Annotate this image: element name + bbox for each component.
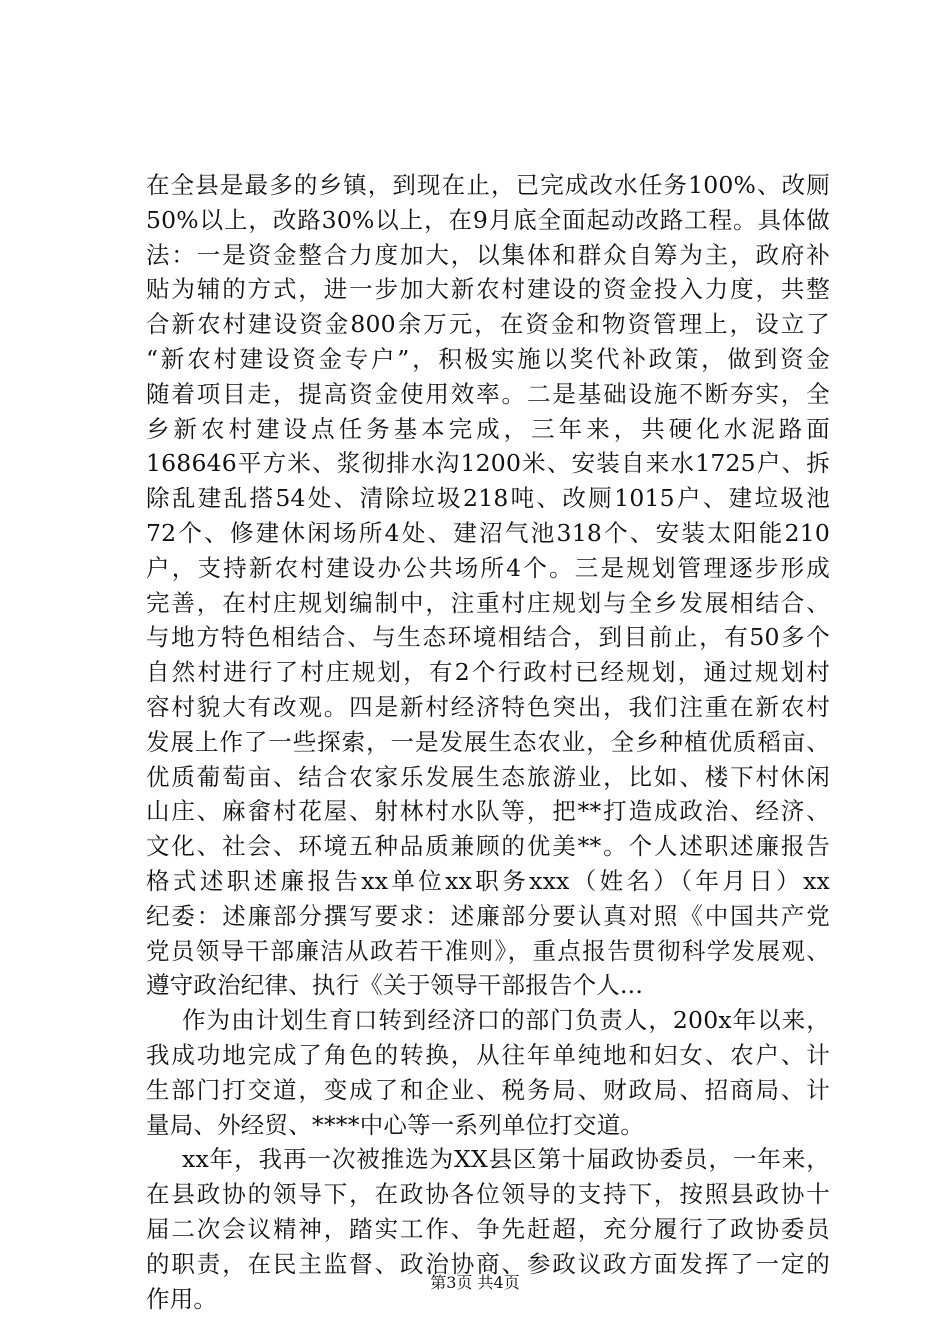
- paragraph: [146, 168, 830, 1003]
- text-line: 贴为辅的方式，进一步加大新农村建设的资金投入力度，共整: [146, 275, 830, 304]
- text-line: 届二次会议精神，踏实工作、争先赶超，充分履行了政协委员: [146, 1214, 830, 1243]
- text-line: 纪委：述廉部分撰写要求：述廉部分要认真对照《中国共产党: [146, 901, 830, 930]
- text-line: 优质葡萄亩、结合农家乐发展生态旅游业，比如、楼下村休闲: [146, 762, 830, 791]
- text-line: 自然村进行了村庄规划，有2个行政村已经规划，通过规划村: [146, 658, 830, 687]
- text-line: 发展上作了一些探索，一是发展生态农业，全乡种植优质稻亩、: [146, 727, 830, 756]
- text-line: 山庄、麻畲村花屋、射林村水队等，把**打造成政治、经济、: [146, 797, 830, 826]
- text-line: 格式述职述廉报告xx单位xx职务xxx（姓名）（年月日）xx: [146, 866, 830, 895]
- text-line: 合新农村建设资金800余万元，在资金和物资管理上，设立了: [146, 310, 830, 339]
- text-line: 党员领导干部廉洁从政若干准则》，重点报告贯彻科学发展观、: [146, 936, 830, 965]
- text-line: 168646平方米、浆彻排水沟1200米、安装自来水1725户、拆: [146, 449, 830, 478]
- text-line: 法：一是资金整合力度加大，以集体和群众自筹为主，政府补: [146, 240, 830, 269]
- paragraph: [146, 1003, 830, 1142]
- text-line: 作为由计划生育口转到经济口的部门负责人，200x年以来，: [182, 1006, 830, 1035]
- text-line: 与地方特色相结合、与生态环境相结合，到目前止，有50多个: [146, 623, 830, 652]
- text-line: “新农村建设资金专户”，积极实施以奖代补政策，做到资金: [146, 344, 830, 373]
- text-line: 在县政协的领导下，在政协各位领导的支持下，按照县政协十: [146, 1180, 830, 1209]
- text-line: 量局、外经贸、****中心等一系列单位打交道。: [146, 1110, 645, 1139]
- text-line: 在全县是最多的乡镇，到现在止，已完成改水任务100%、改厕: [146, 171, 830, 199]
- text-line: 户，支持新农村建设办公共场所4个。三是规划管理逐步形成: [146, 553, 830, 582]
- text-line: 乡新农村建设点任务基本完成，三年来，共硬化水泥路面: [146, 414, 830, 443]
- text-line: 50%以上，改路30%以上，在9月底全面起动改路工程。具体做: [146, 205, 830, 234]
- text-line: 作用。: [146, 1284, 218, 1313]
- text-line: 容村貌大有改观。四是新村经济特色突出，我们注重在新农村: [146, 692, 830, 721]
- document-body: [146, 168, 830, 1316]
- text-line: 除乱建乱搭54处、清除垃圾218吨、改厕1015户、建垃圾池: [146, 484, 830, 513]
- page-footer: 第3页 共4页: [430, 1273, 520, 1292]
- text-line: 遵守政治纪律、执行《关于领导干部报告个人...: [146, 971, 644, 1000]
- text-line: 完善，在村庄规划编制中，注重村庄规划与全乡发展相结合、: [146, 588, 830, 617]
- text-line: xx年，我再一次被推选为XX县区第十届政协委员，一年来，: [182, 1145, 830, 1174]
- text-line: 文化、社会、环境五种品质兼顾的优美**。个人述职述廉报告: [146, 832, 830, 861]
- text-line: 72个、修建休闲场所4处、建沼气池318个、安装太阳能210: [146, 518, 830, 547]
- text-line: 生部门打交道，变成了和企业、税务局、财政局、招商局、计: [146, 1075, 830, 1104]
- text-line: 的职责，在民主监督、政治协商、参政议政方面发挥了一定的: [146, 1249, 830, 1278]
- text-line: 随着项目走，提高资金使用效率。二是基础设施不断夯实，全: [146, 379, 830, 408]
- text-line: 我成功地完成了角色的转换，从往年单纯地和妇女、农户、计: [146, 1040, 830, 1069]
